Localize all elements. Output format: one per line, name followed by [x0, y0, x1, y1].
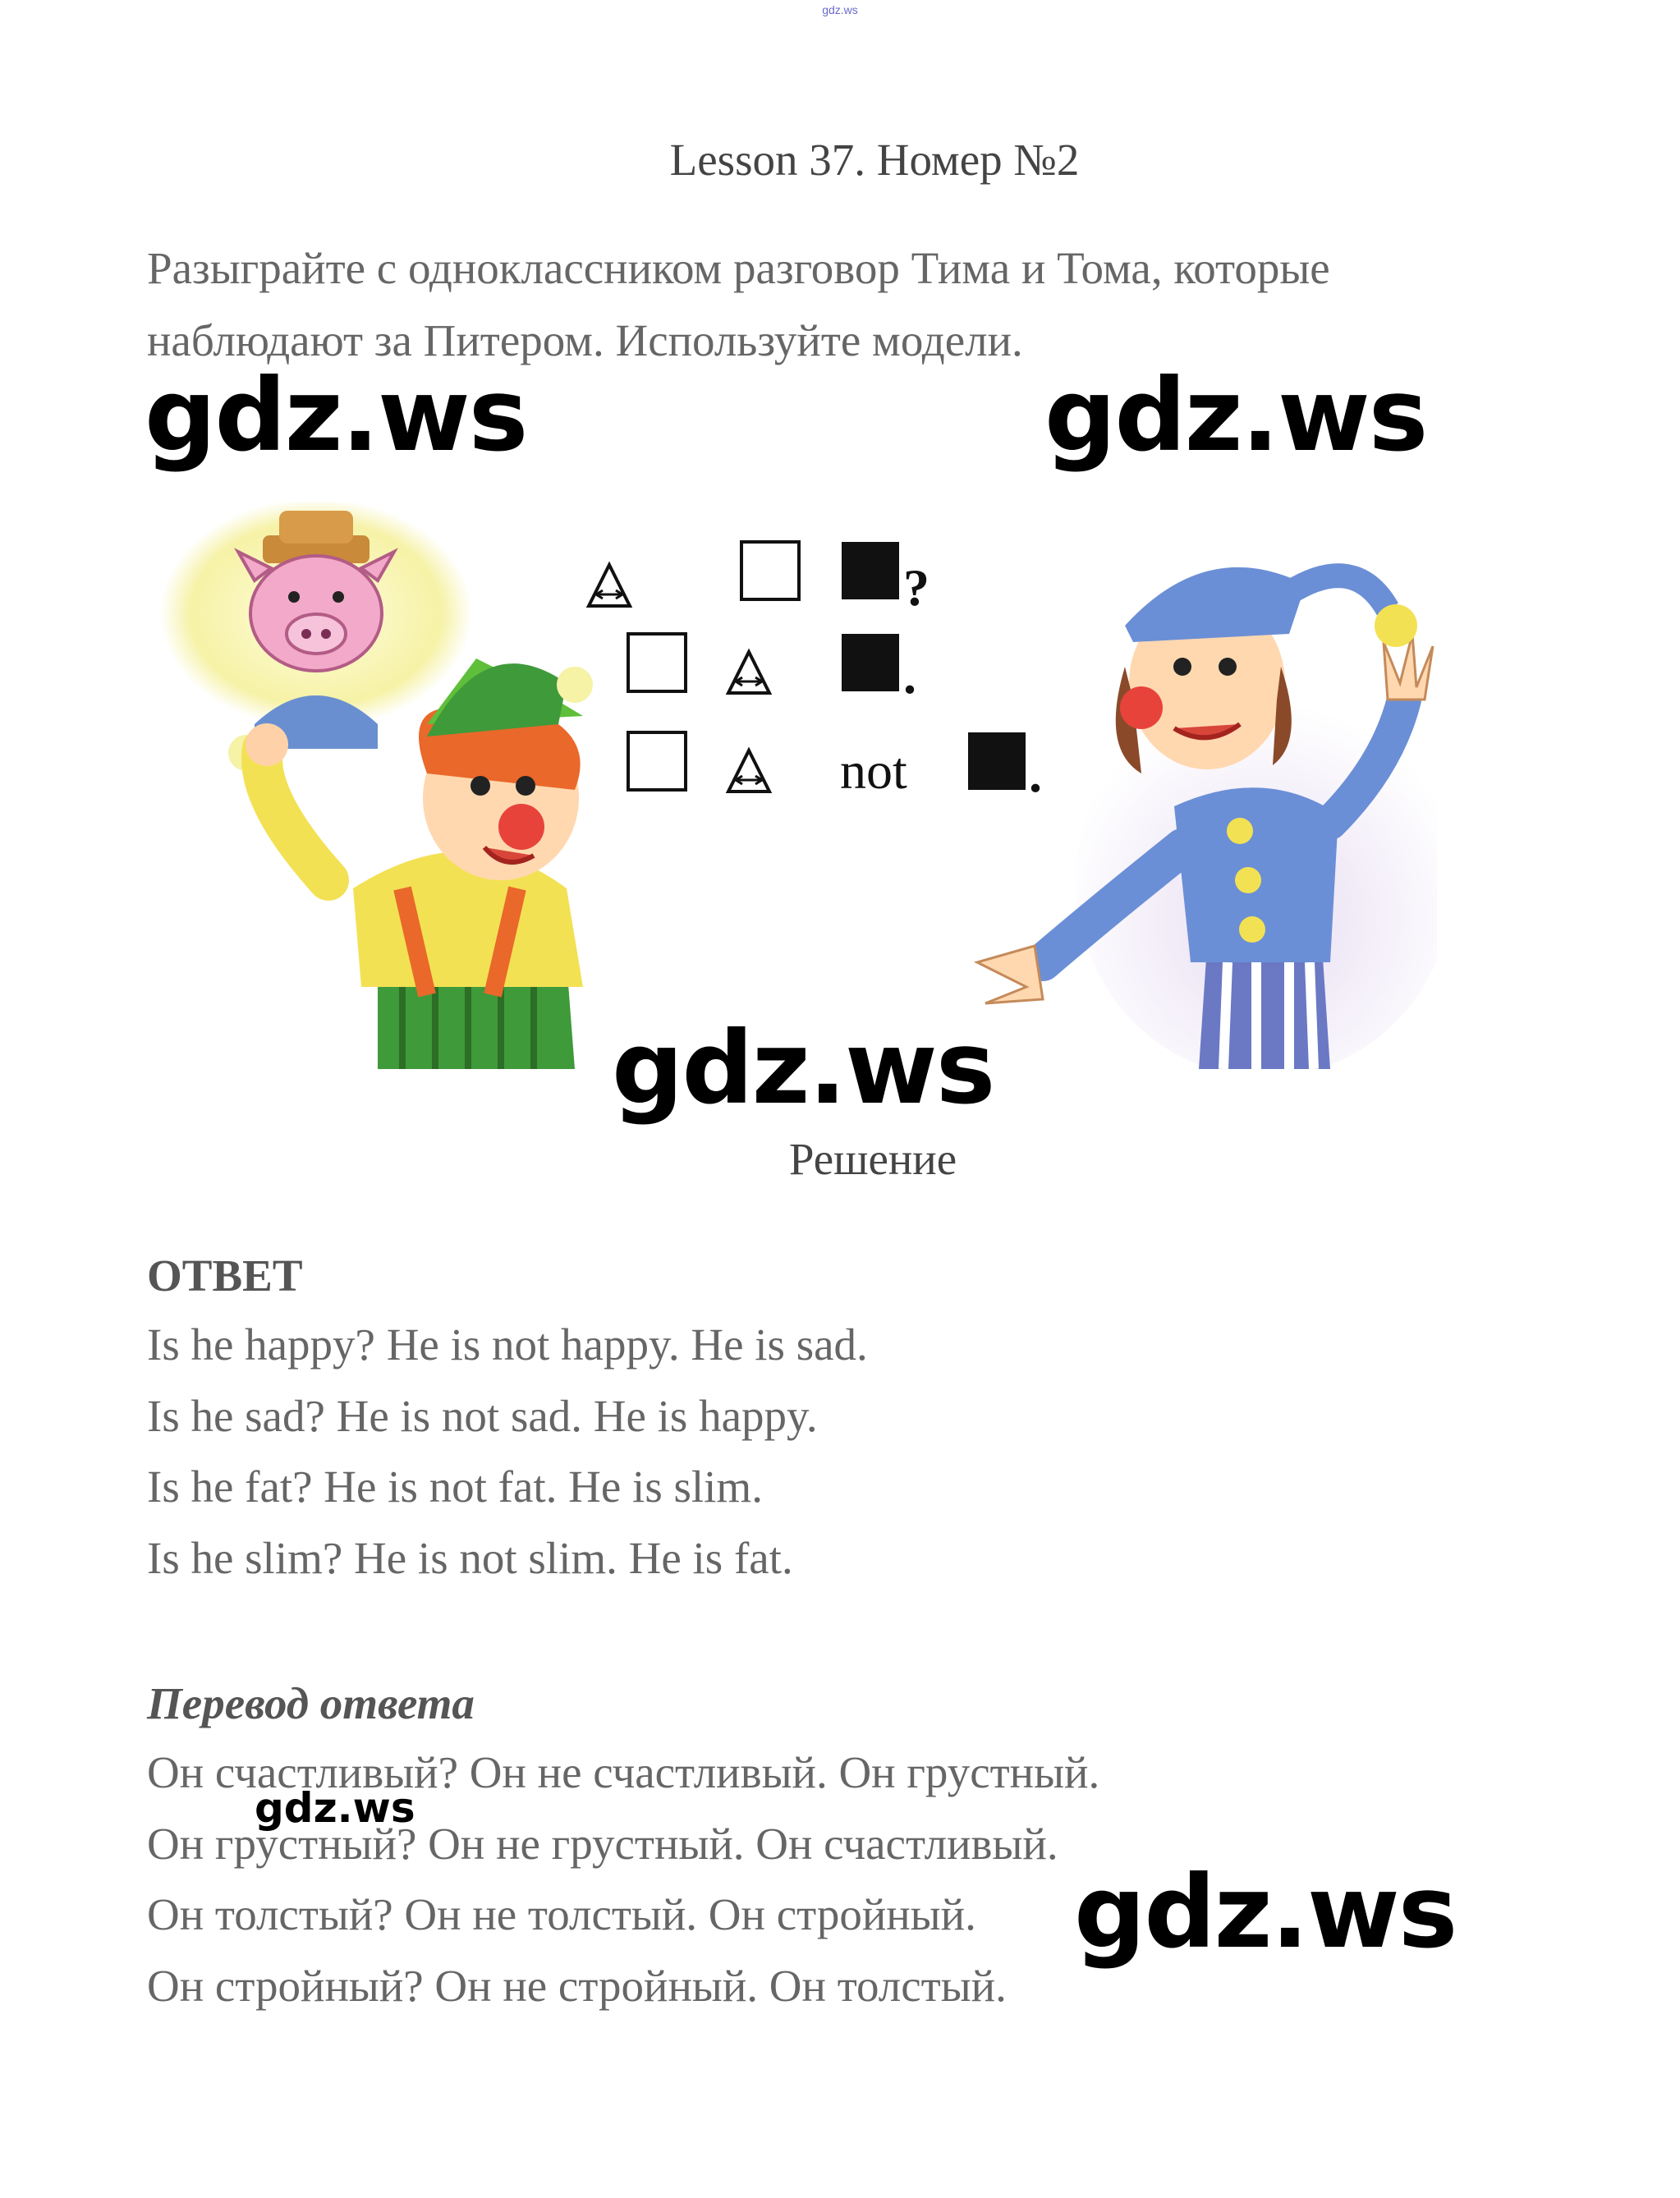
task-text-line-2: наблюдают за Питером. Используйте модели.: [147, 315, 1023, 365]
model-period-row-2: .: [903, 646, 916, 704]
answer-line: Is he fat? He is not fat. He is slim.: [147, 1462, 763, 1512]
answer-heading: ОТВЕТ: [147, 1250, 303, 1301]
task-text-line-1: Разыграйте с одноклассником разговор Тима и Тома, которые: [147, 243, 1330, 293]
model-row-3: [628, 732, 1026, 792]
translation-heading: Перевод ответа: [147, 1678, 475, 1728]
watermark-small: gdz.ws: [255, 1784, 415, 1832]
model-row-1: [589, 542, 899, 606]
model-period-row-3: .: [1029, 745, 1042, 803]
model-row-2: [628, 634, 899, 693]
model-question-mark: ?: [903, 558, 930, 617]
translation-line: Он счастливый? Он не счастливый. Он грустный.: [147, 1747, 1100, 1797]
solution-label: Решение: [788, 1134, 957, 1184]
translation-line: Он грустный? Он не грустный. Он счастливый.: [147, 1819, 1058, 1869]
answer-line: Is he slim? He is not slim. He is fat.: [147, 1533, 793, 1583]
right-clown: [977, 567, 1437, 1069]
watermark-center: gdz.ws: [612, 1010, 994, 1127]
page-title: Lesson 37. Номер №2: [669, 135, 1080, 185]
watermark-bottom-right: gdz.ws: [1074, 1854, 1457, 1971]
translation-line: Он стройный? Он не стройный. Он толстый.: [147, 1961, 1007, 2011]
top-watermark: gdz.ws: [822, 3, 858, 16]
model-symbols: [589, 542, 1042, 803]
answer-line: Is he happy? He is not happy. He is sad.: [147, 1319, 868, 1370]
watermark-right: gdz.ws: [1044, 357, 1427, 474]
answer-line: Is he sad? He is not sad. He is happy.: [147, 1391, 818, 1441]
watermark-left: gdz.ws: [145, 357, 527, 474]
lesson-illustration: [156, 502, 1437, 1069]
model-not-word: not: [840, 741, 907, 800]
translation-line: Он толстый? Он не толстый. Он стройный.: [147, 1889, 976, 1939]
